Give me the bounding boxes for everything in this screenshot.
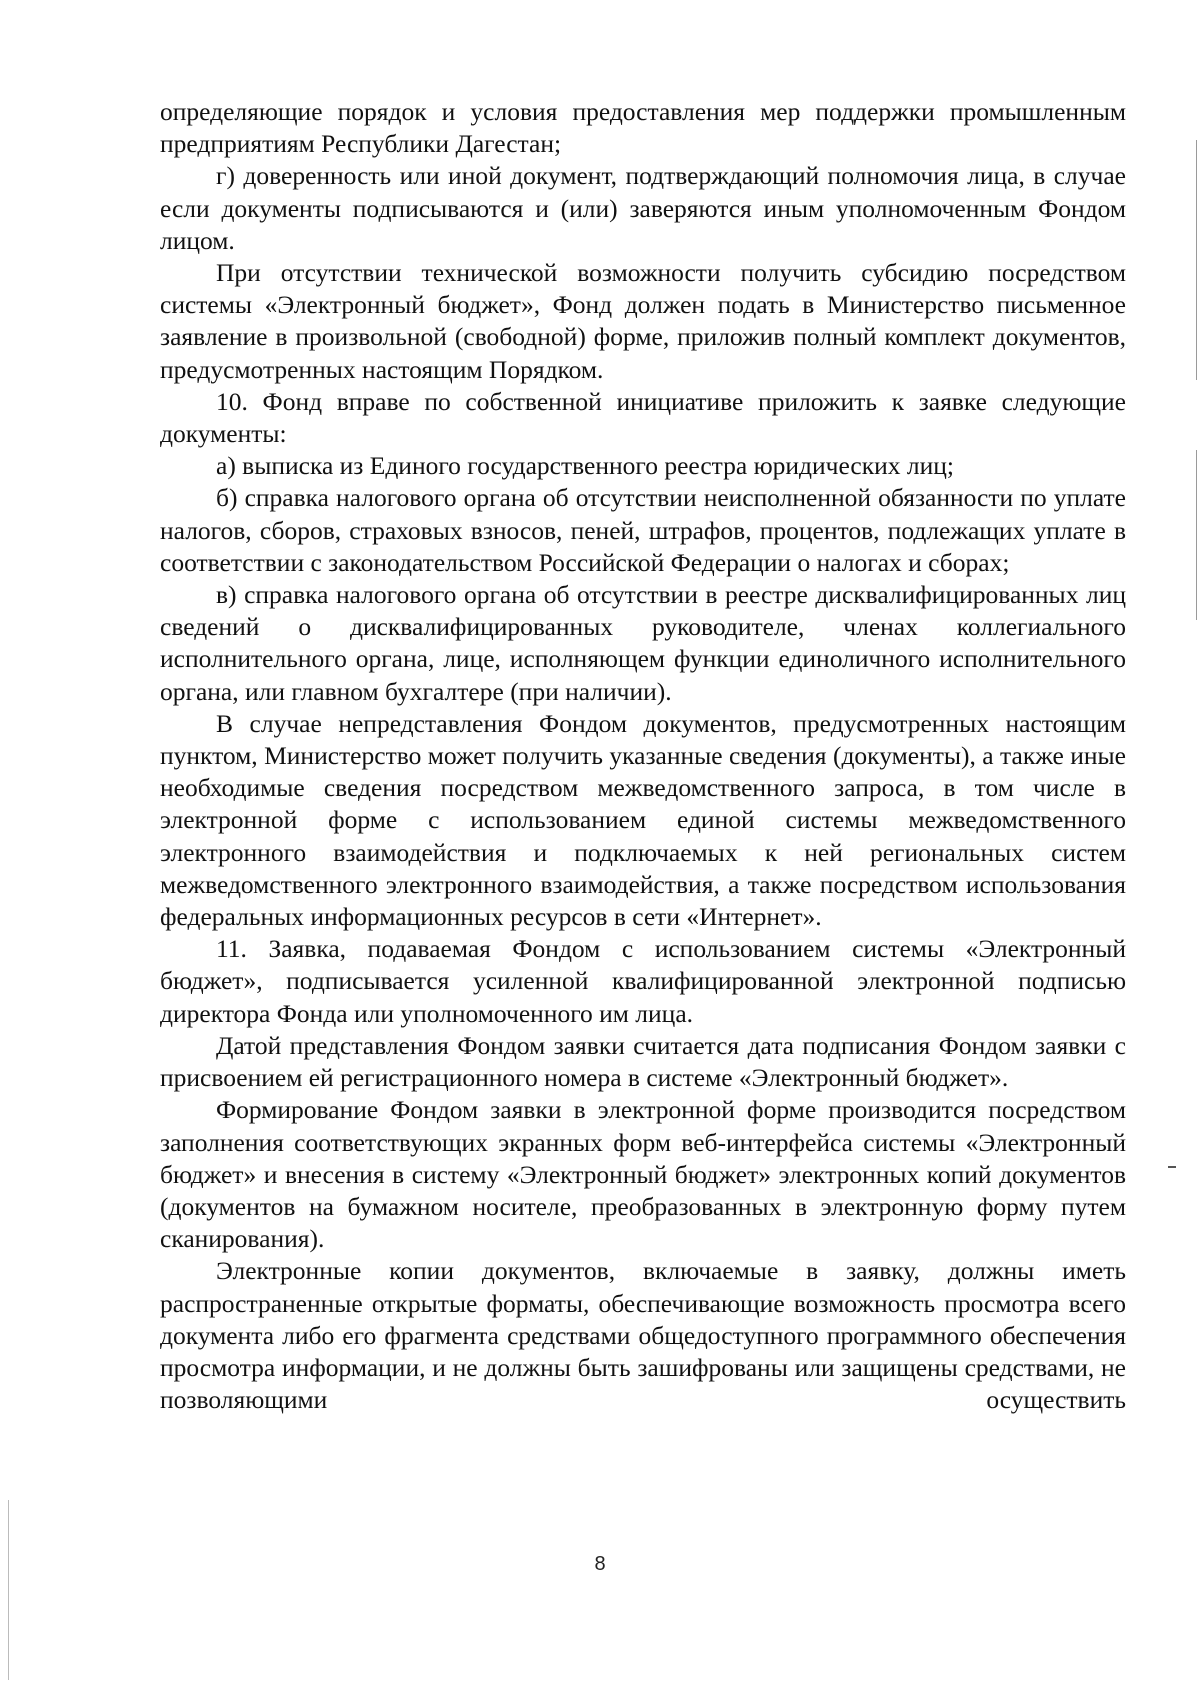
- paragraph-4: 10. Фонд вправе по собственной инициативе приложить к заявке следующие документы:: [160, 386, 1126, 449]
- paragraph-9: 11. Заявка, подаваемая Фондом с использованием системы «Электронный бюджет», подписывается усиленной квалифицированной электронной подписью директора Фонда или уполномоченного им лица.: [160, 934, 1126, 1028]
- scan-edge-mark-right-mid: [1196, 450, 1197, 620]
- paragraph-5: а) выписка из Единого государственного реестра юридических лиц;: [216, 451, 955, 481]
- paragraph-7: в) справка налогового органа об отсутствии в реестре дисквалифицированных лиц сведений о дисквалифицированных руководителе, членах коллегиального исполнительного органа, лице, исполняющем функции единоличного исполнительного органа, или главном бухгалтере (при наличии).: [160, 580, 1126, 706]
- paragraph-6: б) справка налогового органа об отсутствии неисполненной обязанности по уплате налогов, сборов, страховых взносов, пеней, штрафов, процентов, подлежащих уплате в соответствии с законодательством Российской Федерации о налогах и сборах;: [160, 483, 1126, 577]
- paragraph-12: Электронные копии документов, включаемые в заявку, должны иметь распространенные открытые форматы, обеспечивающие возможность просмотра всего документа либо его фрагмента средствами общедоступного программного обеспечения просмотра информации, и не должны быть зашифрованы или защищены средствами, не позволяющими осуществить: [160, 1256, 1126, 1415]
- paragraph-2: г) доверенность или иной документ, подтверждающий полномочия лица, в случае если документы подписываются и (или) заверяются иным уполномоченным Фондом лицом.: [160, 161, 1126, 255]
- scan-edge-mark-right-top: [1196, 140, 1197, 380]
- page-number: 8: [594, 1553, 606, 1575]
- paragraph-8: В случае непредставления Фондом документов, предусмотренных настоящим пунктом, Министерство может получить указанные сведения (документы), а также иные необходимые сведения посредством межведомственного запроса, в том числе в электронной форме с использованием единой системы межведомственного электронного взаимодействия и подключаемых к ней региональных систем межведомственного электронного взаимодействия, а также посредством использования федеральных информационных ресурсов в сети «Интернет».: [160, 708, 1126, 932]
- paragraph-3: При отсутствии технической возможности получить субсидию посредством системы «Электронный бюджет», Фонд должен подать в Министерство письменное заявление в произвольной (свободной) форме, приложив полный комплект документов, предусмотренных настоящим Порядком.: [160, 258, 1126, 384]
- paragraph-10: Датой представления Фондом заявки считается дата подписания Фондом заявки с присвоением ей регистрационного номера в системе «Электронный бюджет».: [160, 1030, 1126, 1093]
- paragraph-11: Формирование Фондом заявки в электронной форме производится посредством заполнения соответствующих экранных форм веб-интерфейса системы «Электронный бюджет» и внесения в систему «Электронный бюджет» электронных копий документов (документов на бумажном носителе, преобразованных в электронную форму путем сканирования).: [160, 1095, 1126, 1254]
- paragraph-1: определяющие порядок и условия предоставления мер поддержки промышленным предприятиям Республики Дагестан;: [160, 97, 1126, 159]
- scan-edge-mark-left-bottom: [8, 1500, 9, 1680]
- document-body: [160, 96, 1126, 1416]
- scan-edge-mark-right-dash: [1168, 1166, 1176, 1168]
